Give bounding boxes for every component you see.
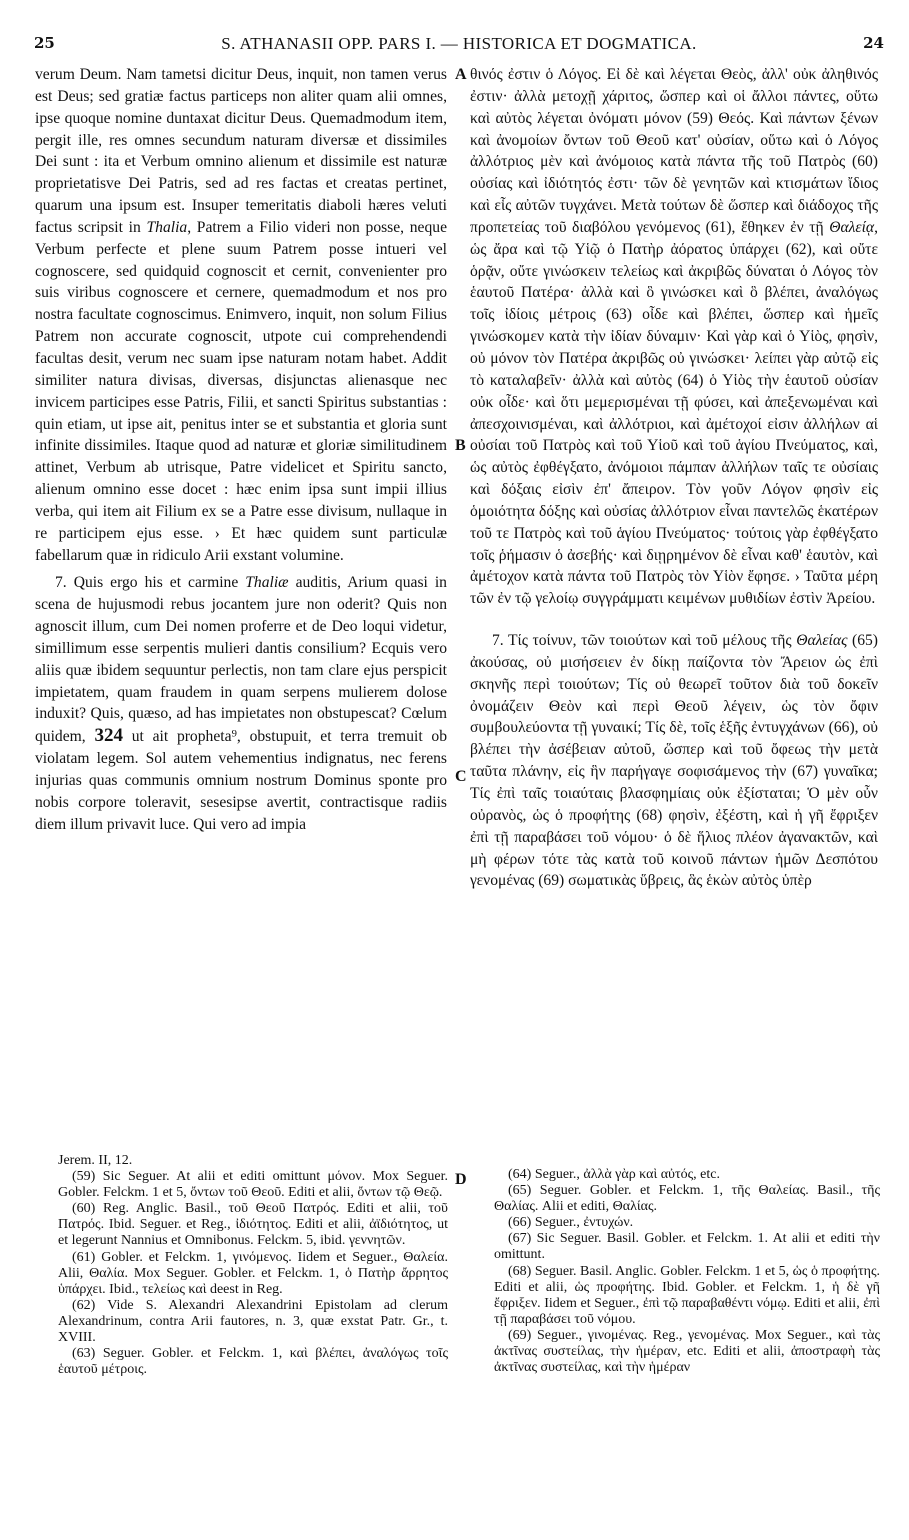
running-title: S. ATHANASII OPP. PARS I. — HISTORICA ET DOGMATICA. <box>221 34 697 53</box>
page-marker-324: 324 <box>94 725 123 747</box>
running-header <box>34 34 884 56</box>
margin-letter-d: D <box>455 1171 467 1188</box>
margin-letter-b: B <box>455 437 466 454</box>
footnote-67: (67) Sic Seguer. Basil. Gobler. et Felckm. 1. At alii et editi τὴν omittunt. <box>494 1231 880 1263</box>
latin-thalia: Thalia <box>146 218 188 236</box>
greek-column <box>470 64 878 892</box>
footnote-69: (69) Seguer., γινομένας. Reg., γενομένας. Mox Seguer., καὶ τὰς ἀκτῖνας συστείλας, τὴν ἡμέραν, etc. Editi et alii, ἀποστραφὴ τὰς ἀκτῖνας συστείλας, καὶ τὴν ἡμέραν <box>494 1327 880 1376</box>
footnote-60: (60) Reg. Anglic. Basil., τοῦ Θεοῦ Πατρός. Editi et alii, τοῦ Πατρός. Ibid. Seguer. et Reg., ἰδιότητος. Editi et alii, ἀϊδιότητος, ut et legerunt Nannius et Omnibonus. Felckm. 5, ibid. γεννητῶν. <box>58 1201 448 1249</box>
greek-paragraph-7: 7. Τίς τοίνυν, τῶν τοιούτων καὶ τοῦ μέλους τῆς Θαλείας (65) ἀκούσας, οὐ μισήσειεν ἐν δίκῃ παίζοντα τὸν Ἄρειον ὡς ἐπὶ σκηνῆς περὶ τοιούτων; Τίς οὐ θεωρεῖ τοῦτον διὰ τοῦ δοκεῖν ὀνομάζειν Θεὸν καὶ περὶ Θεοῦ λέγειν, ὡς τὸν ὄφιν συμβουλεύοντα τῇ γυναικί; Τίς δὲ, τοῖς ἑξῆς ἐντυγχάνων (66), οὐ βλέπει τὴν ἀσέβειαν αὐτοῦ, ὥσπερ καὶ τοῦ ὄφεως τὴν μετὰ ταῦτα πλάνην, εἰς ἣν παρήγαγε σοφισάμενος τὴν (67) γυναῖκα; Τίς ἐπὶ ταῖς τοιαύταις βλασφημίαις οὐκ ἐξίσταται; Ὁ μὲν οὖν οὐρανὸς, ὡς ὁ προφήτης (68) φησὶν, ἐξέστη, καὶ ἡ γῆ ἔφριξεν ἐπὶ τῇ παραβάσει τοῦ νόμου· ὁ δὲ ἥλιος πλέον ἀγανακτῶν, καὶ μὴ φέρων τότε τὰς κατὰ τοῦ κοινοῦ πάντων ἡμῶν Δεσπότου γενομένας (69) σωματικὰς ὕβρεις, ἃς ἑκὼν αὐτὸς ὑπὲρ <box>470 632 878 890</box>
footnote-68: (68) Seguer. Basil. Anglic. Gobler. Felckm. 1 et 5, ὡς ὁ προφήτης. Editi et alii, ὡς προφήτης. Ibid. Gobler. et Felckm. 1, ἡ δὲ γῆ ἔφριξεν. Iidem et Seguer., ἐπὶ τῷ παραβαθέντι νόμῳ. Editi et alii, ἐπὶ τῇ παραβάσει τοῦ νόμου. <box>494 1263 880 1327</box>
latin-paragraph: verum Deum. Nam tametsi dicitur Deus, inquit, non tamen verus est Deus; sed gratiæ factus particeps non aliter quam alii omnes, ipse quoque nomine duntaxat dicitur Deus. Quemadmodum item, pergit ille, res omnes secundum naturam diversæ et dissimiles Dei sunt : ita et Verbum omnino alienum et dissimile est naturæ proprietatisve Dei Patris, sed ad res factas et creatas pertinet, quarum una ipsum est. Insuper temeritatis diaboli hæres veluti factus scripsit in Thalia, Patrem a Filio videri non posse, neque Verbum perfecte et plene suum Patrem posse intueri vel cognoscere, sed quidquid cognoscit et cernit, convenienter pro suis viribus cognoscere et cernere, quemadmodum et nos pro nostra facultate cognoscimus. Enimvero, inquit, non solum Filius Patrem non accurate cognoscit, utpote cui comprehendendi facultas desit, verum nec suam ipse naturam notam habet. Addit similiter natura divisas, diversas, disjunctas alienasque nec invicem participes esse Patris, Filii, et sancti Spiritus substantias : quin etiam, ut ipse ait, penitus inter se et substantia et gloria sunt infinite dissimiles. Itaque quod ad naturæ et gloriæ similitudinem attinet, Verbum ab utrisque, Patre videlicet et Spiritu sancto, alienum omnino esse docet : hæc enim ipsa sunt impii illius verba, qui item ait Filium ex se a Patre esse divisum, nullaque in re participem ejus esse. › Et hæc quidem sunt particulæ fabellarum quæ in ridiculo Arii exstant volumine. <box>35 66 447 564</box>
greek-paragraph: θινός ἐστιν ὁ Λόγος. Εἰ δὲ καὶ λέγεται Θεὸς, ἀλλ' οὐκ ἀληθινός ἐστιν· ἀλλὰ μετοχῇ χάριτος, ὥσπερ καὶ οἱ ἄλλοι πάντες, οὕτω καὶ αὐτὸς λέγεται ὀνόματι μόνον (59) Θεός. Καὶ πάντων ξένων καὶ ἀνομοίων ὄντων τοῦ Θεοῦ κατ' οὐσίαν, οὕτω καὶ ὁ Λόγος ἀλλότριος μὲν καὶ ἀνόμοιος κατὰ πάντα τῆς τοῦ Πατρὸς (60) οὐσίας καὶ ἰδιότητός ἐστι· τῶν δὲ γενητῶν καὶ κτισμάτων ἴδιος καὶ εἷς αὐτῶν τυγχάνει. Μετὰ τούτων δὲ ὥσπερ καὶ διάδοχος τῆς προπετείας τοῦ διαβόλου γενόμενος (61), ἔθηκεν ἐν τῇ Θαλείᾳ, ὡς ἄρα καὶ τῷ Υἱῷ ὁ Πατὴρ ἀόρατος ὑπάρχει (62), καὶ οὔτε ὁρᾷν, οὔτε γινώσκειν τελείως καὶ ἀκριβῶς δύναται ὁ Λόγος τὸν ἑαυτοῦ Πατέρα· ἀλλὰ καὶ ὃ γινώσκει καὶ ὃ βλέπει, ἀναλόγως τοῖς ἰδίοις μέτροις (63) οἶδε καὶ βλέπει, ὥσπερ καὶ ἡμεῖς γινώσκομεν κατὰ τὴν ἰδίαν δύναμιν· Καὶ γὰρ καὶ ὁ Υἱὸς, φησὶν, οὐ μόνον τὸν Πατέρα ἀκριβῶς οὐ γινώσκει· λείπει γὰρ αὐτῷ εἰς τὸ καταλαβεῖν· ἀλλὰ καὶ αὐτὸς (64) ὁ Υἱὸς τὴν ἑαυτοῦ οὐσίαν οὐκ οἶδε· καὶ ὅτι μεμερισμέναι τῇ φύσει, καὶ ἀπεξενωμέναι καὶ ἀπεσχοινισμέναι, καὶ ἀλλότριοι, καὶ ἀμέτοχοί εἰσιν ἀλλήλων αἱ οὐσίαι τοῦ Πατρὸς καὶ τοῦ Υἱοῦ καὶ τοῦ ἁγίου Πνεύματος, καὶ, ὡς αὐτὸς ἐφθέγξατο, ἀνόμοιοι πάμπαν ἀλλήλων ταῖς τε οὐσίαις καὶ δόξαις εἰσὶν ἐπ' ἄπειρον. Τὸν γοῦν Λόγον φησὶν εἰς ὁμοιότητα δόξης καὶ οὐσίας ἀλλότριον εἶναι παντελῶς ἑκατέρων τοῦ τε Πατρὸς καὶ τοῦ ἁγίου Πνεύματος· τούτοις γὰρ ἐφθέγξατο τοῖς ῥήμασιν ὁ ἀσεβής· καὶ διῃρημένον δὲ εἶναι καθ' ἑαυτὸν, καὶ ἀμέτοχον κατὰ πάντα τοῦ Πατρὸς τὸν Υἱὸν ἔφησε. › Ταῦτα μέρη τῶν ἐν τῷ γελοίῳ συγγράμματι κειμένων μυθιδίων ἐστὶν Ἀρείου. <box>470 66 878 608</box>
footnote-65: (65) Seguer. Gobler. et Felckm. 1, τῆς Θαλείας. Basil., τῆς Θαλίας. Alii et editi, Θαλίας. <box>494 1183 880 1215</box>
greek-thaleia: Θαλείᾳ <box>829 218 875 236</box>
footnotes-left <box>58 1153 448 1378</box>
latin-column <box>35 64 447 836</box>
page-number-left: 25 <box>34 34 55 52</box>
footnote-59: (59) Sic Seguer. At alii et editi omittunt μόνον. Mox Seguer. Gobler. Felckm. 1 et 5, ὄντων τοῦ Θεοῦ. Editi et alii, ὄντων τῷ Θεῷ. <box>58 1169 448 1201</box>
footnote-66: (66) Seguer., ἐντυχών. <box>508 1215 634 1231</box>
footnote-63: (63) Seguer. Gobler. et Felckm. 1, καὶ βλέπει, ἀναλόγως τοῖς ἑαυτοῦ μέτροις. <box>58 1346 448 1378</box>
latin-paragraph-7: 7. Quis ergo his et carmine Thaliæ auditis, Arium quasi in scena de hujusmodi rebus jocantem jure non oderit? Quis non agnoscit illum, cum Dei nomen proferre et de Deo loqui videtur, simillimum esse serpentis mulieri dantis consilium? Ecquis vero aliis quæ ibidem sequuntur perlectis, non tam clare ejus perspicit impietatem, quam fraudem in quam serpens mulierem dolose induxit? Quis, quæso, ad has impietates non obstupescat? Cœlum quidem, 324 ut ait propheta⁹, obstupuit, et terra tremuit ob violatam legem. Sol autem vehementius indignatus, nec ferens injurias quas communis omnium nostrum Dominus sponte pro nobis corpore toleravit, sesesipse avertit, contractisque radiis diem illum privavit luce. Qui vero ad impia <box>35 574 447 833</box>
footnotes-right <box>494 1167 880 1376</box>
margin-letter-a: A <box>455 66 467 83</box>
footnote-62: (62) Vide S. Alexandri Alexandrini Epistolam ad clerum Alexandrinum, contra Arii fautores, n. 3, quæ exstat Patr. Gr., t. XVIII. <box>58 1297 448 1346</box>
bible-reference: Jerem. II, 12. <box>58 1153 133 1168</box>
footnote-61: (61) Gobler. et Felckm. 1, γινόμενος. Iidem et Seguer., Θαλεία. Alii, Θαλία. Mox Seguer. Gobler. et Felckm. 1, ὁ Πατὴρ ἄρρητος ὑπάρχει. Ibid., τελείως καὶ deest in Reg. <box>58 1249 448 1297</box>
page-number-right: 24 <box>863 34 884 52</box>
footnote-64: (64) Seguer., ἀλλὰ γὰρ καὶ αὐτός, etc. <box>508 1167 720 1182</box>
margin-letter-c: C <box>455 768 467 785</box>
latin-thaliae: Thaliæ <box>245 574 289 592</box>
greek-thaleias: Θαλείας <box>796 632 848 650</box>
